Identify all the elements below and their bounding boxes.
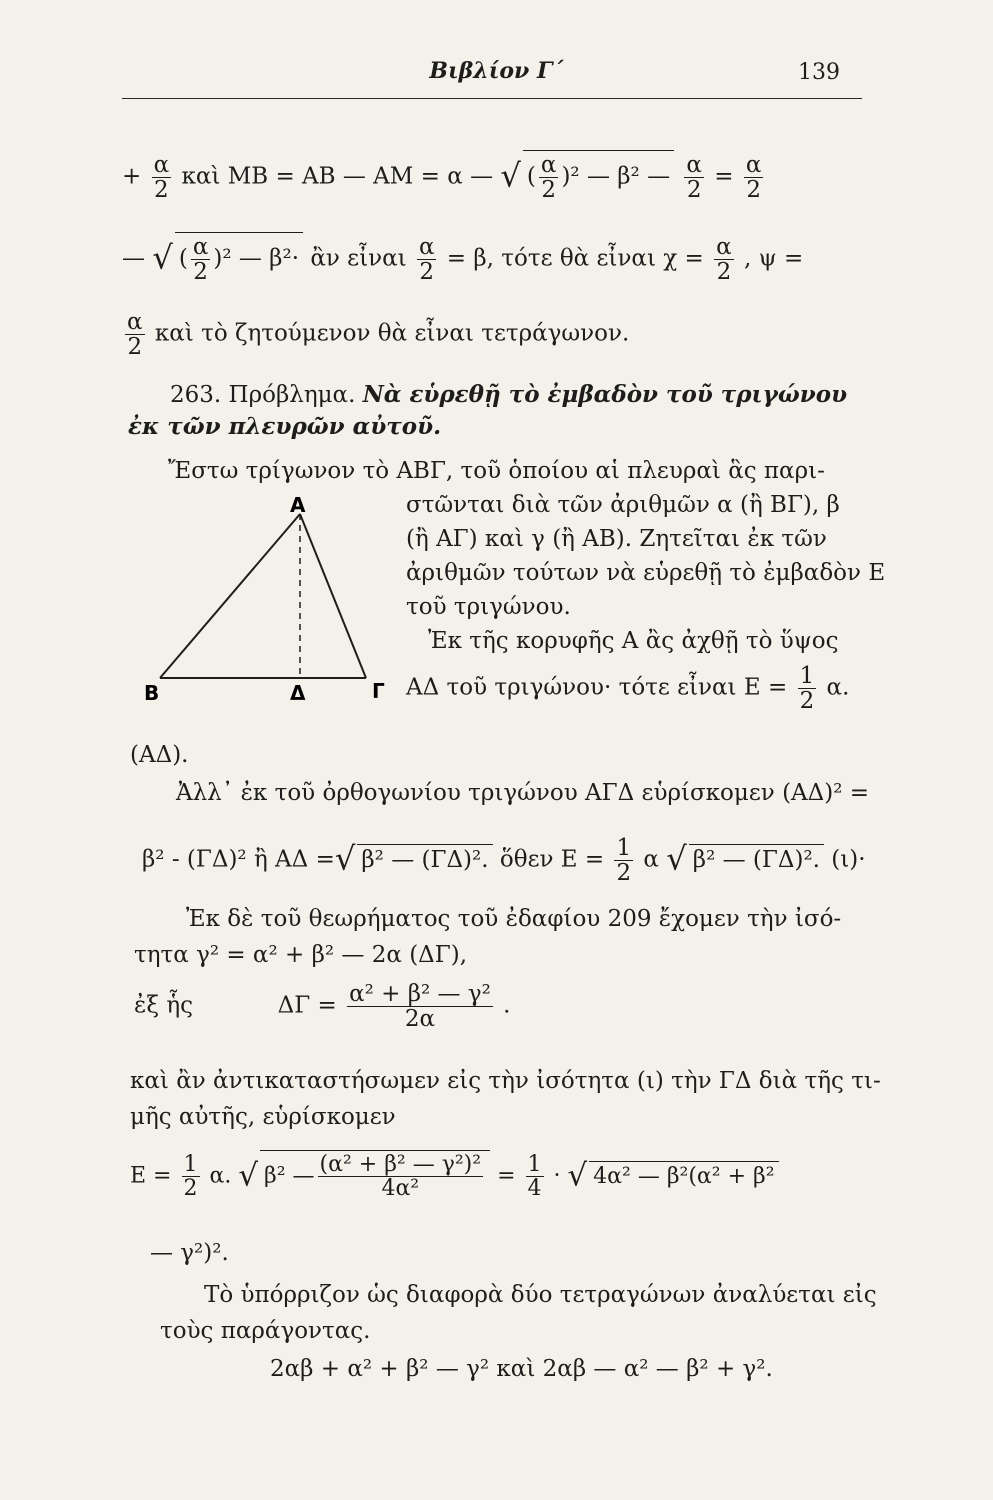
problem-heading [170,382,847,408]
paragraph-line: στῶνται διὰ τῶν ἀριθμῶν α (ἢ ΒΓ), β [406,492,840,518]
equation-line: ἐξ ἧς ΔΓ = $\frac{\text{α² + β² — γ²}}{2\alpha}$ . [134,981,511,1033]
vertex-label-g: Γ [372,679,385,702]
paragraph-line: (ΑΔ). [130,742,189,768]
vertex-label-a: Α [290,493,306,517]
paragraph-line: τοὺς παράγοντας. [160,1318,371,1344]
problem-number: 263. Πρόβλημα. [170,382,356,408]
paragraph-line: μῆς αὐτῆς, εὑρίσκομεν [130,1104,396,1130]
radical-sign: √ [152,238,173,277]
page-number: 139 [798,60,840,85]
paragraph-line: ἀριθμῶν τούτων νὰ εὑρεθῇ τὸ ἐμβαδὸν Ε [406,560,886,586]
running-header-title: Βιβλίον Γ΄ [429,58,564,84]
fraction: $\frac{\alpha}{2}$ [686,152,702,204]
equation-line: 2αβ + α² + β² — γ² καὶ 2αβ — α² — β² + γ². [270,1356,773,1382]
side-ag [300,514,366,678]
plus-sign: + [122,163,142,190]
fraction: $\frac{\alpha}{2}$ [745,152,762,204]
triangle-diagram [138,492,388,702]
header-rule [122,98,862,99]
paragraph-line: ΑΔ τοῦ τριγώνου· τότε εἶναι Ε = $\frac{1}{2}$ α. [406,663,850,715]
equation-line-3: $\frac{\alpha}{2}$ καὶ τὸ ζητούμενον θὰ εἶναι τετράγωνον. [127,309,630,361]
paragraph-line: Ἔστω τρίγωνον τὸ ΑΒΓ, τοῦ ὁποίου αἱ πλευραὶ ἃς παρι- [168,458,825,484]
paragraph-line: Ἐκ δὲ τοῦ θεωρήματος τοῦ ἐδαφίου 209 ἔχομεν τὴν ἰσό- [186,906,842,932]
radical-sign: √ [500,156,521,195]
paragraph-line: Ἐκ τῆς κορυφῆς Α ἂς ἀχθῇ τὸ ὕψος [428,628,839,654]
sqrt-expression: ( $\frac{\alpha}{2}$ )² — β² — [523,150,674,202]
equation-line: — γ²)². [150,1240,229,1266]
equation-line-2: — √ ( $\frac{\alpha}{2}$ )² — β²· ἂν εἶναι $\frac{\alpha}{2}$ = β, τότε θὰ εἶναι χ = $\frac{\alpha}{2}$ , ψ = [122,234,804,286]
vertex-label-b: Β [144,681,160,702]
paragraph-line: καὶ ἂν ἀντικαταστήσωμεν εἰς τὴν ἰσότητα (ι) τὴν ΓΔ διὰ τῆς τι- [130,1068,881,1094]
equation-line: τητα γ² = α² + β² — 2α (ΔΓ), [134,942,468,968]
side-ab [160,514,300,678]
paragraph-line: (ἢ ΑΓ) καὶ γ (ἢ ΑΒ). Ζητεῖται ἐκ τῶν [406,526,827,552]
fraction-a-over-2: $\frac{\alpha}{2}$ [153,152,170,204]
vertex-label-d: Δ [290,681,306,702]
equation-line: β² - (ΓΔ)² ἢ ΑΔ =√ β² — (ΓΔ)². ὅθεν Ε = $\frac{1}{2}$ α √ β² — (ΓΔ)². (ι)· [142,835,866,887]
problem-title-cont: ἐκ τῶν πλευρῶν αὐτοῦ. [128,413,442,440]
equation-line-1: + $\frac{\alpha}{2}$ καὶ ΜΒ = ΑΒ — ΑΜ = α — √ ( $\frac{\alpha}{2}$ )² — β² — $\frac{\alpha}{2}$ = $\frac{\alpha}{2}$ [122,152,762,204]
problem-title: Νὰ εὑρεθῇ τὸ ἐμβαδὸν τοῦ τριγώνου [362,381,848,408]
paragraph-line: Ἀλλ᾽ ἐκ τοῦ ὀρθογωνίου τριγώνου ΑΓΔ εὑρίσκομεν (ΑΔ)² = [176,780,870,806]
paragraph-line: τοῦ τριγώνου. [406,594,571,620]
paragraph-line: Τὸ ὑπόρριζον ὡς διαφορὰ δύο τετραγώνων ἀναλύεται εἰς [204,1282,877,1308]
equation-text: καὶ ΜΒ = ΑΒ — ΑΜ = α — [181,163,494,190]
equation-line: Ε = $\frac{1}{2}$ α. √ β² — $\frac{\text{(α² + β² — γ²)²}}{\text{4α²}}$ = $\frac{1}{4}$ · √ 4α² — β²(α² + β² [130,1150,779,1200]
sqrt-expression: ( $\frac{\alpha}{2}$ )² — β²· [175,232,303,284]
